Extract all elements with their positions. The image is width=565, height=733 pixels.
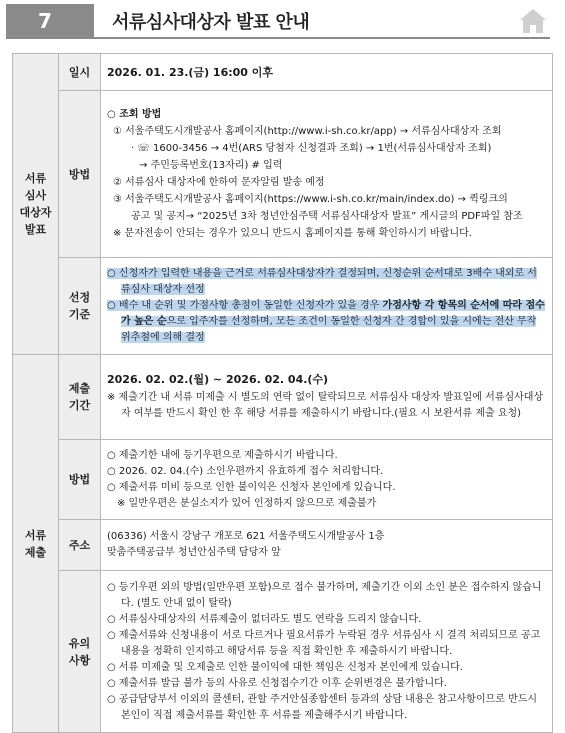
note-item: ○ 서류 미제출 및 오제출로 인한 불이익에 대한 책임은 신청자 본인에게 있습니다. [107,661,463,673]
method-content: ○ 조회 방법 ① 서울주택도시개발공사 홈페이지(http://www.i-sh.co.kr/app) → 서류심사대상자 조회 · ☏ 1600-3456 → 4번(ARS 당첨자 신청결과 조회) → 1번(서류심사대상자 조회) → 주민등록번호(13자리) # 입력 ② 서류심사 대상자에 한하여 문자알림 발송 예정 ③ 서울주택도시개발공사 홈페이지(https://www.i-sh.co.kr/main/index.do) → 퀵링크의 공고 및 공지→ “2025년 3차 청년안심주택 서류심사대상자 발표” 게시글의 PDF파일 참조 ※ 문자전송이 안되는 경우가 있으니 반드시 홈페이지를 통해 확인하시기 바랍니다. [101,91,553,258]
address-content: (06336) 서울시 강남구 개포로 621 서울주택도시개발공사 1층 맞춤주택공급부 청년안심주택 담당자 앞 [101,520,553,571]
note-item: ○ 공급담당부서 이외의 콜센터, 관할 주거안심종합센터 등과의 상담 내용은 참고사항이므로 반드시 본인이 직접 제출서류를 확인한 후 서류를 제출해주시기 바랍니다. [107,693,538,721]
criteria-label: 선정 기준 [59,258,101,355]
submit-method-label: 방법 [59,440,101,520]
section-number: 7 [38,8,52,33]
section-header [6,4,550,37]
announce-date: 2026. 01. 23.(금) 16:00 이후 [101,54,553,91]
home-icon[interactable] [518,6,548,35]
notes-label: 유의 사항 [59,571,101,733]
header-arrow [80,4,94,36]
section1-label: 서류 심사 대상자 발표 [13,54,59,355]
info-table [12,53,553,733]
submission-period: 2026. 02. 02.(월) ~ 2026. 02. 04.(수) [107,373,329,386]
criteria-item-1: ○ 신청자가 입력한 내용을 근거로 서류심사대상자가 결정되며, 신청순위 순서대로 3배수 내외로 서류심사 대상자 선정 [107,268,537,295]
date-label: 일시 [59,54,101,91]
section-title: 서류심사대상자 발표 안내 [112,11,310,33]
period-content [101,355,553,440]
note-item: ○ 제출서류 발급 불가 등의 사유로 신청접수기간 이후 순위변경은 불가합니다. [107,677,447,689]
notes-content [101,571,553,733]
submit-method-content: ○ 제출기한 내에 등기우편으로 제출하시기 바랍니다. ○ 2026. 02. 04.(수) 소인우편까지 유효하게 접수 처리합니다. ○ 제출서류 미비 등으로 인한 불이익은 신청자 본인에게 있습니다. ※ 일반우편은 분실소지가 있어 인정하지 않으므로 제출불가 [101,440,553,520]
note-item: ○ 등기우편 외의 방법(일반우편 포함)으로 접수 불가하며, 제출기간 이외 소인 분은 접수하지 않습니다. (별도 안내 없이 탈락) [107,581,542,609]
method-label: 방법 [59,91,101,258]
criteria-content [101,258,553,355]
criteria-item-2: ○ 배수 내 순위 및 가점사항 총점이 동일한 신청자가 있을 경우 가점사항 각 항목의 순서에 따라 점수가 높은 순으로 입주자를 선정하며, 모든 조건이 동일한 신청자 간 경합이 있을 시에는 전산 무작위추첨에 의해 결정 [107,300,545,343]
note-item: ○ 서류심사대상자의 서류제출이 없더라도 별도 연락을 드리지 않습니다. [107,613,422,625]
header-underline [6,37,550,39]
note-item: ○ 제출서류와 신청내용이 서로 다르거나 필요서류가 누락된 경우 서류심사 시 결격 처리되므로 공고내용을 정확히 인지하고 해당서류 등을 직접 확인한 후 제출하시기 바랍니다. [107,629,541,657]
period-label: 제출 기간 [59,355,101,440]
section2-label: 서류 제출 [13,355,59,733]
address-label: 주소 [59,520,101,571]
period-note: ※ 제출기간 내 서류 미제출 시 별도의 연락 없이 탈락되므로 서류심사 대상자 발표일에 서류심사대상자 여부를 반드시 확인 한 후 해당 서류를 제출하시기 바랍니다.(필요 시 보완서류 제출 요청) [107,392,544,419]
